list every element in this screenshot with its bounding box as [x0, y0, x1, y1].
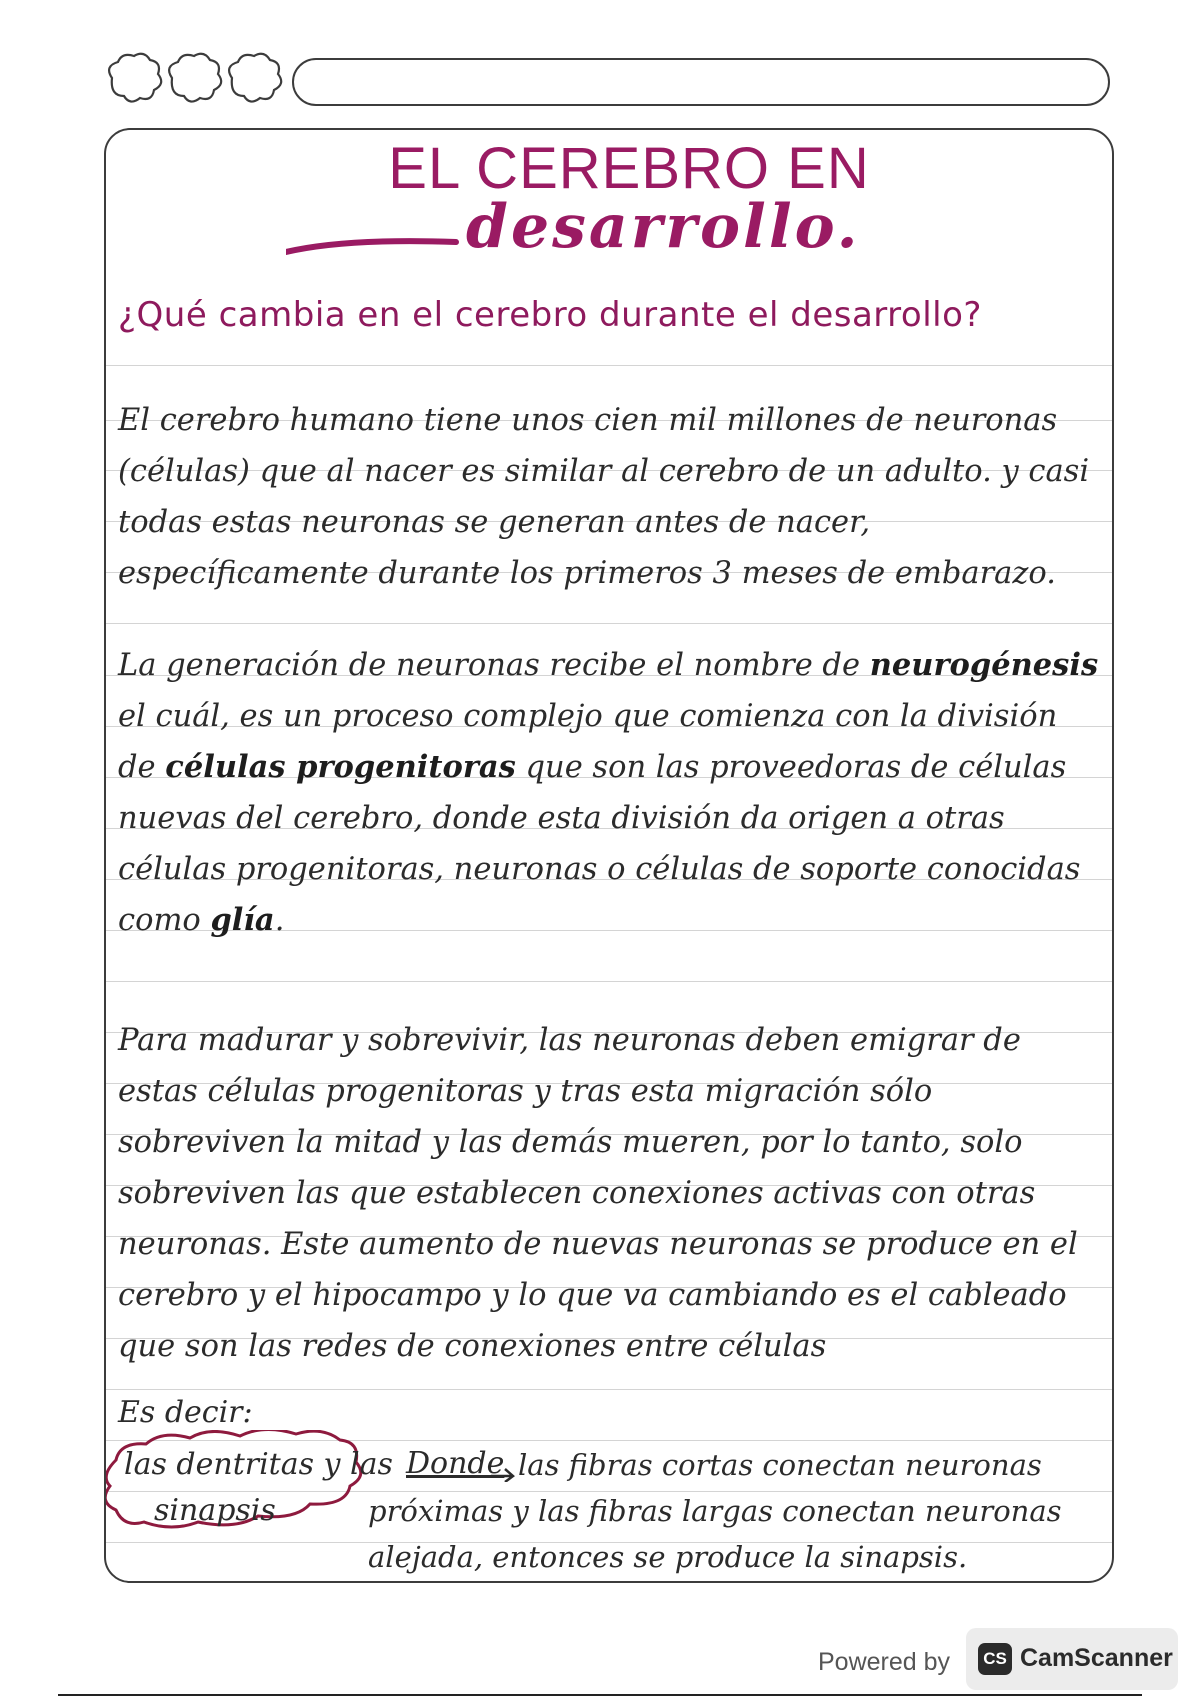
paragraph-3: Para madurar y sobrevivir, las neuronas deben emigrar de estas células progenitoras y tras esta migración sólo sobreviven la mitad y las demás mueren, por lo tanto, solo sobreviven las que establecen conexiones activas con otras neuronas. Este aumento de nuevas neuronas se produce en el cerebro y el hipocampo y lo que va cambiando es el cableado que son las redes de conexiones entre células	[118, 1023, 1078, 1364]
explanation-line-2: próximas y las fibras largas conectan neuronas	[368, 1494, 1062, 1528]
term-glia: glía	[210, 902, 275, 938]
donde-label: Donde	[406, 1446, 505, 1481]
camscanner-badge	[966, 1628, 1178, 1690]
arrow-right-icon	[491, 1452, 517, 1482]
section-question: ¿Qué cambia en el cerebro durante el desarrollo?	[118, 295, 982, 335]
flower-doodles-icon	[100, 48, 285, 108]
notebook-frame	[104, 128, 1114, 1583]
paragraph-1: El cerebro humano tiene unos cien mil millones de neuronas (células) que al nacer es similar al cerebro de un adulto. y casi todas estas neuronas se generan antes de nacer, específicamente durante los primeros 3 meses de embarazo.	[118, 403, 1090, 591]
cloud-line-1: las dentritas y las	[124, 1447, 393, 1482]
camscanner-logo-icon: CS	[978, 1643, 1012, 1675]
cloud-text	[124, 1442, 394, 1534]
bottom-divider	[58, 1694, 1142, 1696]
explanation-line-3: alejada, entonces se produce la sinapsis.	[368, 1540, 968, 1574]
paragraph-2: La generación de neuronas recibe el nombre de neurogénesis el cuál, es un proceso complejo que comienza con la división de células progenitoras que son las proveedoras de células nuevas del cerebro, donde esta división da origen a otras células progenitoras, neuronas o células de soporte conocidas como glía.	[118, 647, 1099, 938]
term-neurogenesis: neurogénesis	[869, 647, 1099, 683]
camscanner-brand: CamScanner	[1020, 1644, 1173, 1672]
powered-by-label: Powered by	[818, 1648, 951, 1676]
es-decir-label: Es decir:	[118, 1395, 253, 1430]
title-line-1: EL CEREBRO EN	[388, 136, 870, 201]
title-line-2: desarrollo.	[466, 192, 861, 262]
cloud-line-2: sinapsis	[154, 1493, 276, 1528]
explanation-line-1: las fibras cortas conectan neuronas	[518, 1448, 1042, 1482]
term-celulas-progenitoras: células progenitoras	[165, 749, 516, 785]
header-pill-box	[292, 58, 1110, 106]
